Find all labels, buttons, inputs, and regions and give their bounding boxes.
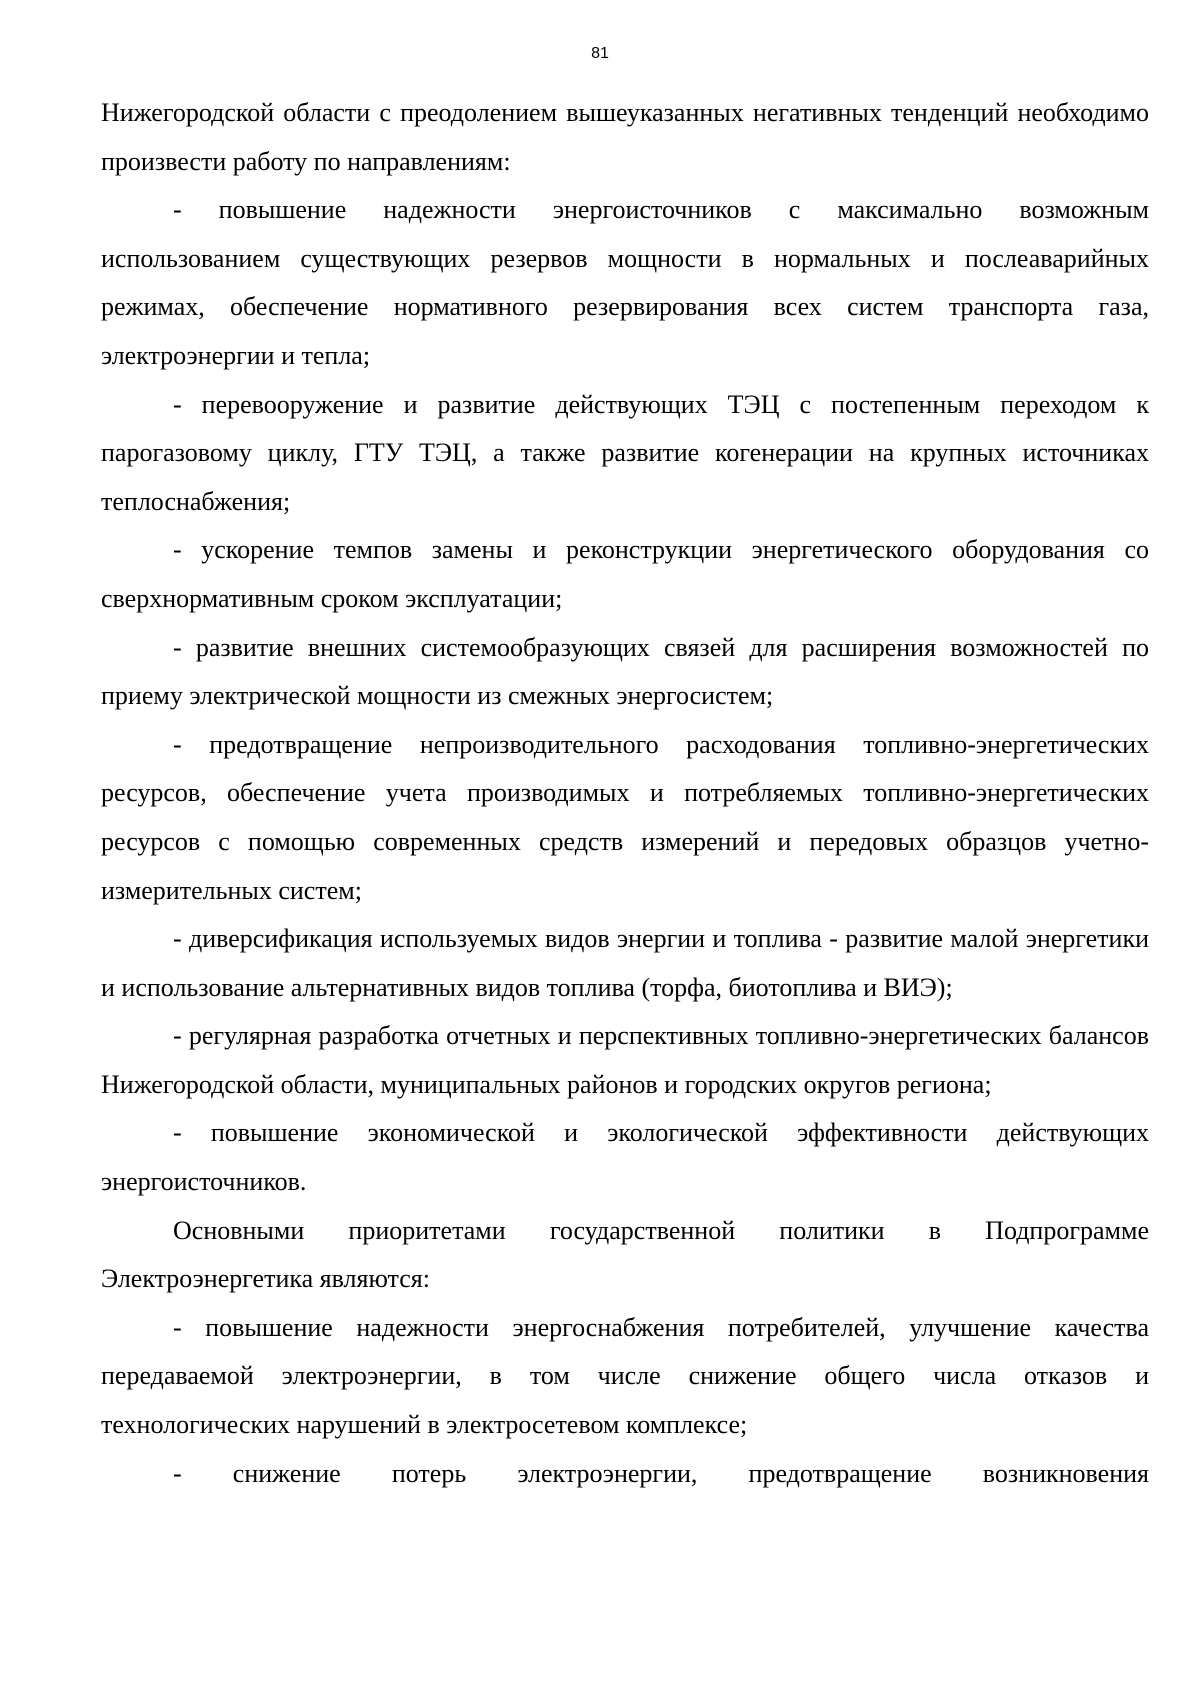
list-item-supply-reliability: - повышение надежности энергоснабжения потребителей, улучшение качества передаваемой электроэнергии, в том числе снижение общего числа отказов и технологических нарушений в электросетевом комплексе; xyxy=(101,1312,1149,1440)
paragraph-intro-continuation: Нижегородской области с преодолением вышеуказанных негативных тенденций необходимо произвести работу по направлениям: xyxy=(101,98,1149,176)
list-item-energy-balances: - регулярная разработка отчетных и перспективных топливно-энергетических балансов Нижегородской области, муниципальных районов и городских округов региона; xyxy=(101,1021,1149,1099)
document-body xyxy=(101,89,1149,1498)
list-item-energy-diversification: - диверсификация используемых видов энергии и топлива - развитие малой энергетики и использование альтернативных видов топлива (торфа, биотоплива и ВИЭ); xyxy=(101,924,1149,1002)
page-number: 81 xyxy=(591,45,609,62)
list-item-resource-accounting: - предотвращение непроизводительного расходования топливно-энергетических ресурсов, обеспечение учета производимых и потребляемых топливно-энергетических ресурсов с помощью современных средств измерений и передовых образцов учетно-измерительных систем; xyxy=(101,729,1149,905)
list-item-chp-modernization: - перевооружение и развитие действующих ТЭЦ с постепенным переходом к парогазовому циклу, ГТУ ТЭЦ, а также развитие когенерации на крупных источниках теплоснабжения; xyxy=(101,389,1149,516)
list-item-equipment-replacement: - ускорение темпов замены и реконструкции энергетического оборудования со сверхнормативным сроком эксплуатации; xyxy=(101,535,1149,613)
list-item-loss-reduction: - снижение потерь электроэнергии, предотвращение возникновения xyxy=(173,1458,1149,1488)
paragraph-policy-priorities: Основными приоритетами государственной политики в Подпрограмме Электроэнергетика являются: xyxy=(101,1215,1149,1294)
list-item-energy-source-reliability: - повышение надежности энергоисточников с максимально возможным использованием существующих резервов мощности в нормальных и послеаварийных режимах, обеспечение нормативного резервирования всех систем транспорта газа, электроэнергии и тепла; xyxy=(101,195,1149,370)
list-item-efficiency-improvement: - повышение экономической и экологической эффективности действующих энергоисточников. xyxy=(101,1118,1149,1197)
list-item-external-links: - развитие внешних системообразующих связей для расширения возможностей по приему электрической мощности из смежных энергосистем; xyxy=(101,632,1149,711)
